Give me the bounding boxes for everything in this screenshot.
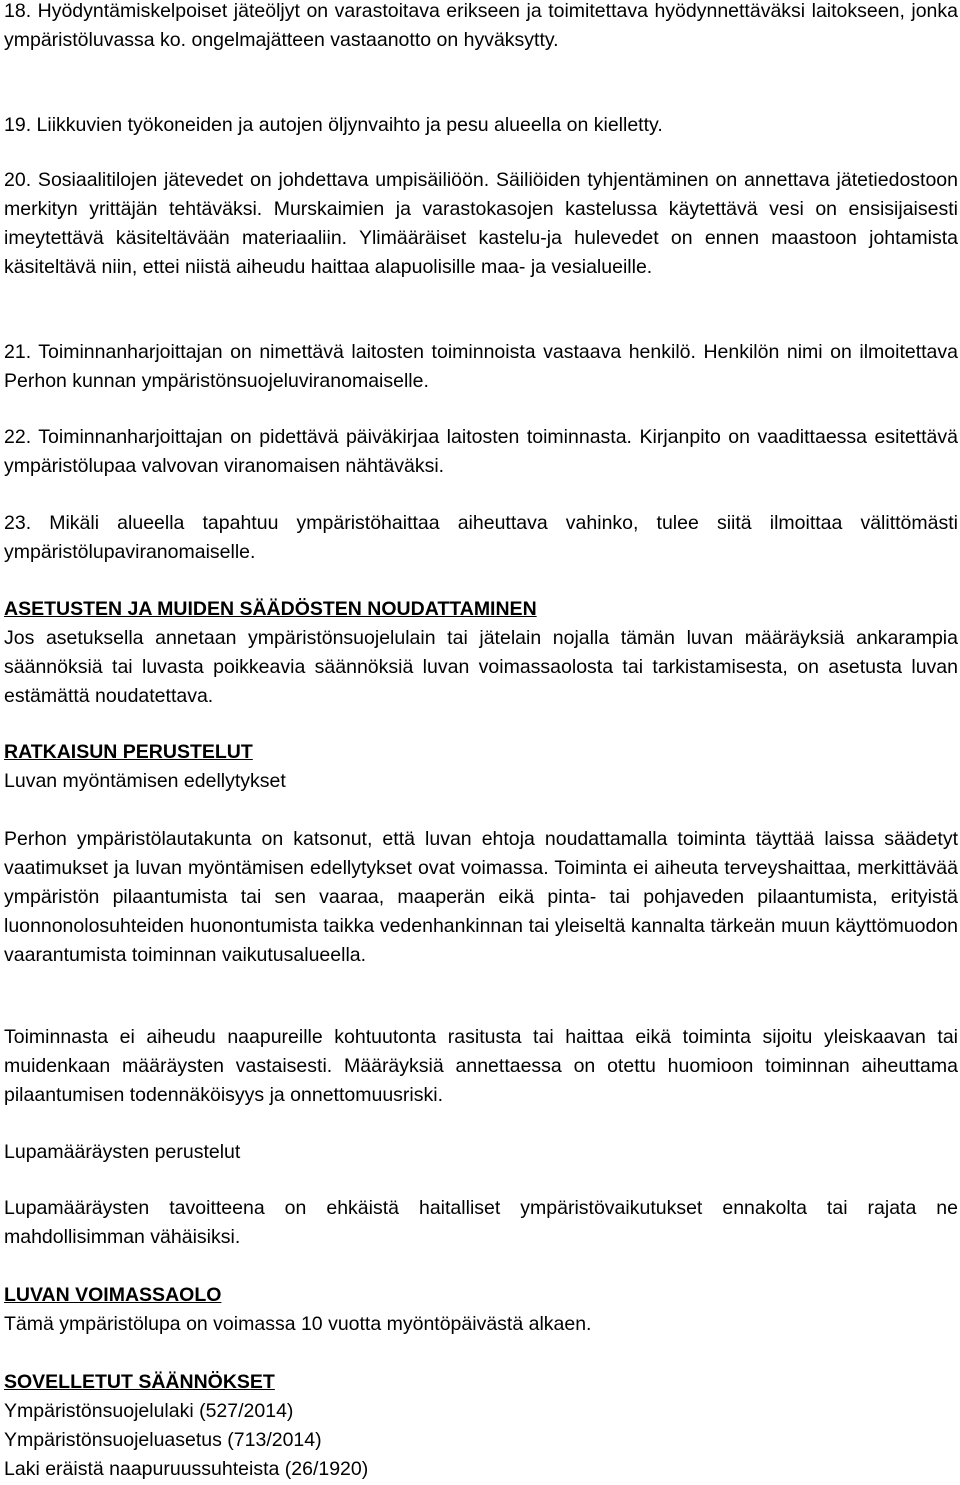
validity-text: Tämä ympäristölupa on voimassa 10 vuotta myöntöpäivästä alkaen. xyxy=(4,1313,592,1335)
rationale-paragraph-2: Toiminnasta ei aiheudu naapureille kohtuutonta rasitusta tai haittaa eikä toiminta sijoitu yleiskaavan tai muidenkaan määräysten vastaisesti. Määräyksiä annettaessa on otettu huomioon toiminnan aiheuttama pilaantumisen todennäköisyys ja onnettomuusriski. xyxy=(4,1026,958,1106)
rationale-subheading: Luvan myöntämisen edellytykset xyxy=(4,770,286,792)
rationale-heading: RATKAISUN PERUSTELUT xyxy=(4,741,253,763)
item-18: 18. Hyödyntämiskelpoiset jäteöljyt on varastoitava erikseen ja toimitettava hyödynnettäväksi laitokseen, jonka ympäristöluvassa ko. ongelmajätteen vastaanotto on hyväksytty. xyxy=(4,0,958,51)
compliance-section xyxy=(4,595,958,711)
rationale-section xyxy=(4,738,958,796)
laws-item: Laki eräistä naapuruussuhteista (26/1920) xyxy=(4,1458,369,1480)
item-20: 20. Sosiaalitilojen jätevedet on johdettava umpisäiliöön. Säiliöiden tyhjentäminen on annettava jätetiedostoon merkityn yrittäjän tehtäväksi. Murskaimien ja varastokasojen kastelussa käytettävä vesi on ensisijaisesti imeytettävä käsiteltävään materiaaliin. Ylimääräiset kastelu-ja hulevedet on ennen maastoon johtamista käsiteltävä niin, ettei niistä aiheudu haittaa alapuolisille maa- ja vesialueille. xyxy=(4,169,958,278)
item-21: 21. Toiminnanharjoittajan on nimettävä laitosten toiminnoista vastaava henkilö. Henkilön nimi on ilmoitettava Perhon kunnan ympäristönsuojeluviranomaiselle. xyxy=(4,341,958,392)
compliance-text: Jos asetuksella annetaan ympäristönsuojelulain tai jätelain nojalla tämän luvan määräyksiä ankarampia säännöksiä tai luvasta poikkeavia säännöksiä luvan voimassaolosta tai tarkistamisesta, on asetusta luvan estämättä noudatettava. xyxy=(4,627,958,707)
validity-heading: LUVAN VOIMASSAOLO xyxy=(4,1284,222,1306)
rationale-paragraph-3: Lupamääräysten tavoitteena on ehkäistä haitalliset ympäristövaikutukset ennakolta tai rajata ne mahdollisimman vähäisiksi. xyxy=(4,1197,958,1248)
laws-heading: SOVELLETUT SÄÄNNÖKSET xyxy=(4,1371,275,1393)
laws-section xyxy=(4,1368,958,1484)
compliance-heading: ASETUSTEN JA MUIDEN SÄÄDÖSTEN NOUDATTAMINEN xyxy=(4,598,537,620)
rationale-paragraph-1: Perhon ympäristölautakunta on katsonut, että luvan ehtoja noudattamalla toiminta täyttää laissa säädetyt vaatimukset ja luvan myöntämisen edellytykset ovat voimassa. Toiminta ei aiheuta terveyshaittaa, merkittävää ympäristön pilaantumista tai sen vaaraa, maaperän eikä pinta- tai pohjaveden pilaantumista, erityistä luonnonolosuhteiden huonontumista taikka vedenhankinnan tai yleiseltä kannalta tärkeän muun käyttömuodon vaarantumista toiminnan vaikutusalueella. xyxy=(4,828,958,966)
laws-item: Ympäristönsuojeluasetus (713/2014) xyxy=(4,1429,322,1451)
item-23: 23. Mikäli alueella tapahtuu ympäristöhaittaa aiheuttava vahinko, tulee siitä ilmoittaa välittömästi ympäristölupaviranomaiselle. xyxy=(4,512,958,563)
laws-item: Ympäristönsuojelulaki (527/2014) xyxy=(4,1400,294,1422)
item-19: 19. Liikkuvien työkoneiden ja autojen öljynvaihto ja pesu alueella on kielletty. xyxy=(4,114,663,136)
validity-section xyxy=(4,1281,958,1339)
rationale-subheading-2: Lupamääräysten perustelut xyxy=(4,1141,241,1163)
item-22: 22. Toiminnanharjoittajan on pidettävä päiväkirjaa laitosten toiminnasta. Kirjanpito on vaadittaessa esitettävä ympäristölupaa valvovan viranomaisen nähtäväksi. xyxy=(4,426,958,477)
